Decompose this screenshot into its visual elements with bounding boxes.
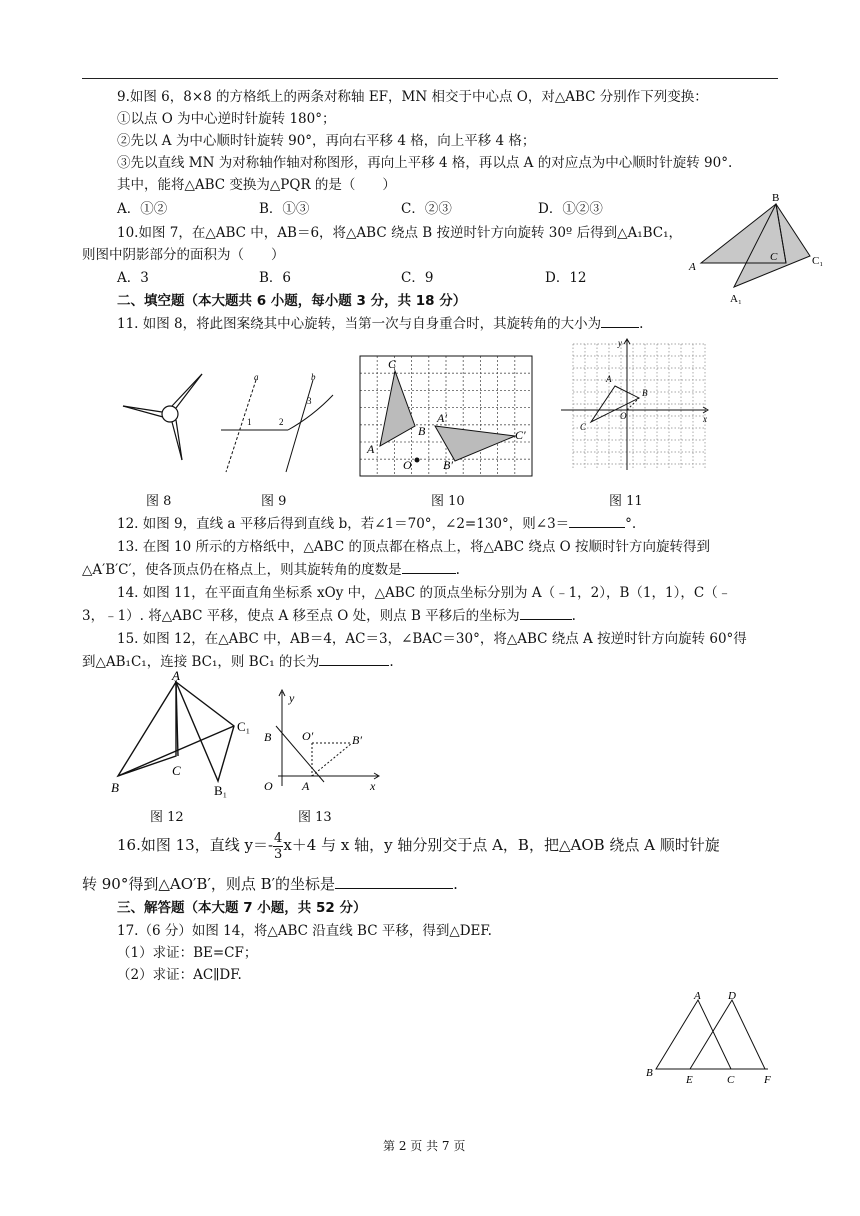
- fig10-label-c: C: [388, 357, 397, 371]
- section-2-heading: 二、填空题（本大题共 6 小题，每小题 3 分，共 18 分）: [117, 293, 467, 309]
- q11-text: 11. 如图 8，将此图案绕其中心旋转，当第一次与自身重合时，其旋转角的大小为 .: [117, 316, 644, 332]
- fig12-label-b: B: [111, 780, 119, 795]
- fig10-label-c-prime: C′: [515, 428, 526, 442]
- q10-option-c: C．9: [401, 270, 434, 286]
- figure-11: [556, 336, 712, 476]
- q10-option-b: B．6: [259, 270, 292, 286]
- figure-8: [112, 366, 212, 466]
- fig14-label-f: F: [764, 1074, 771, 1086]
- q17-stem: 17.（6 分）如图 14，将△ABC 沿直线 BC 平移，得到△DEF.: [117, 923, 492, 939]
- q10-line-2: 则图中阴影部分的面积为（ ）: [82, 247, 285, 263]
- figure-10: [355, 351, 537, 481]
- page-footer: 第 2 页 共 7 页: [383, 1139, 466, 1153]
- caption-figure-12: 图 12: [150, 810, 184, 825]
- q16-fraction: $\frac{4}{3}$: [274, 830, 283, 862]
- fig14-label-a: A: [694, 990, 701, 1002]
- fig9-label-1: 1: [247, 417, 252, 427]
- q13-line-2: △A′B′C′，使各顶点仍在格点上，则其旋转角的度数是 .: [82, 562, 460, 578]
- fig13-label-o: O: [264, 779, 273, 793]
- fig7-label-a1: A₁: [730, 293, 742, 305]
- figure-14: [642, 990, 782, 1090]
- fig13-label-x: x: [370, 779, 376, 793]
- q12-text: 12. 如图 9，直线 a 平移后得到直线 b，若∠1＝70°，∠2=130°，则∠3＝ °.: [117, 516, 637, 532]
- q9-transform-1: ①以点 O 为中心逆时针旋转 180°；: [117, 111, 336, 127]
- fig11-label-x: x: [703, 414, 707, 424]
- fig11-label-c: C: [580, 422, 587, 432]
- fig10-label-b-prime: B′: [443, 458, 453, 472]
- fig10-label-a-prime: A′: [437, 411, 447, 425]
- fig12-label-c: C: [172, 763, 181, 778]
- fig9-label-2: 2: [279, 417, 284, 427]
- fig10-label-o: O: [403, 458, 412, 472]
- q9-option-d: D．①②③: [538, 201, 603, 217]
- caption-figure-11: 图 11: [609, 494, 643, 509]
- fig14-label-c: C: [727, 1074, 735, 1086]
- fig11-label-y: y: [618, 338, 622, 348]
- fig7-label-b: B: [772, 192, 780, 204]
- section-3-heading: 三、解答题（本大题 7 小题，共 52 分）: [117, 900, 367, 916]
- fig11-label-o: O: [620, 411, 627, 421]
- q9-transform-3: ③先以直线 MN 为对称轴作轴对称图形，再向上平移 4 格，再以点 A 的对应点为中心顺时针旋转 90°.: [117, 155, 733, 171]
- q10-option-a: A．3: [117, 270, 149, 286]
- q10-option-d: D．12: [545, 270, 587, 286]
- fig7-label-a: A: [689, 261, 696, 273]
- fig7-label-c: C: [770, 251, 778, 263]
- caption-figure-8: 图 8: [146, 494, 172, 509]
- q17-part-2: （2）求证：AC∥DF.: [117, 967, 242, 983]
- fig13-label-a: A: [302, 779, 310, 793]
- figure-12: [106, 668, 262, 798]
- fig10-label-a: A: [367, 442, 375, 456]
- fig14-label-e: E: [686, 1074, 693, 1086]
- q13-line-1: 13. 在图 10 所示的方格纸中，△ABC 的顶点都在格点上，将△ABC 绕点 O 按顺时针方向旋转得到: [117, 539, 711, 555]
- q9-option-a: A．①②: [117, 201, 168, 217]
- q14-line-2: 3，﹣1）. 将△ABC 平移，使点 A 移至点 O 处，则点 B 平移后的坐标为 .: [82, 608, 576, 624]
- figure-7: [684, 190, 830, 310]
- caption-figure-13: 图 13: [298, 810, 332, 825]
- fig13-label-b-prime: B′: [352, 733, 362, 747]
- q17-part-1: （1）求证：BE=CF；: [117, 945, 258, 961]
- q16-line-1: 16.如图 13，直线 y＝- $\frac{4}{3}$ x＋4 与 x 轴，y 轴分别交于点 A，B，把△AOB 绕点 A 顺时针旋: [117, 830, 720, 862]
- caption-figure-9: 图 9: [261, 494, 287, 509]
- caption-figure-10: 图 10: [431, 494, 465, 509]
- q9-transform-2: ②先以 A 为中心顺时针旋转 90°，再向右平移 4 格，向上平移 4 格；: [117, 133, 536, 149]
- fig12-label-a: A: [172, 668, 180, 683]
- q9-option-c: C．②③: [401, 201, 452, 217]
- fig14-label-b: B: [646, 1067, 653, 1079]
- fig11-label-b: B: [642, 388, 648, 398]
- fig9-label-b: b: [311, 372, 316, 382]
- fig10-label-b: B: [418, 424, 426, 438]
- q9-ask: 其中，能将△ABC 变换为△PQR 的是（ ）: [117, 177, 396, 193]
- q15-line-2: 到△AB₁C₁，连接 BC₁，则 BC₁ 的长为 .: [82, 654, 394, 670]
- fig12-label-b1: B₁: [214, 783, 228, 798]
- fig9-label-a: a: [254, 372, 259, 382]
- fig14-label-d: D: [728, 990, 736, 1002]
- fig12-label-c1: C₁: [237, 719, 251, 734]
- fig13-label-y: y: [289, 691, 295, 705]
- q10-line-1: 10.如图 7，在△ABC 中，AB＝6，将△ABC 绕点 B 按逆时针方向旋转 30º 后得到△A₁BC₁，: [117, 225, 683, 241]
- q14-line-1: 14. 如图 11，在平面直角坐标系 xOy 中，△ABC 的顶点坐标分别为 A（﹣1，2），B（1，1），C（﹣: [117, 585, 732, 601]
- fig11-label-a: A: [606, 374, 612, 384]
- q15-line-1: 15. 如图 12，在△ABC 中，AB＝4，AC＝3，∠BAC＝30°，将△ABC 绕点 A 按逆时针方向旋转 60°得: [117, 631, 747, 647]
- fig9-label-3: 3: [307, 396, 312, 406]
- header-rule: [82, 78, 778, 79]
- q9-option-b: B．①③: [259, 201, 310, 217]
- fig7-label-c1: C₁: [812, 255, 824, 267]
- figure-9: [218, 368, 338, 476]
- q9-stem: 9.如图 6，8×8 的方格纸上的两条对称轴 EF，MN 相交于中心点 O，对△ABC 分别作下列变换：: [117, 89, 708, 105]
- fig13-label-o-prime: O′: [302, 729, 314, 743]
- figure-13: [258, 686, 384, 796]
- q16-line-2: 转 90°得到△AO′B′，则点 B′的坐标是 .: [82, 875, 458, 893]
- fig13-label-b: B: [264, 730, 272, 744]
